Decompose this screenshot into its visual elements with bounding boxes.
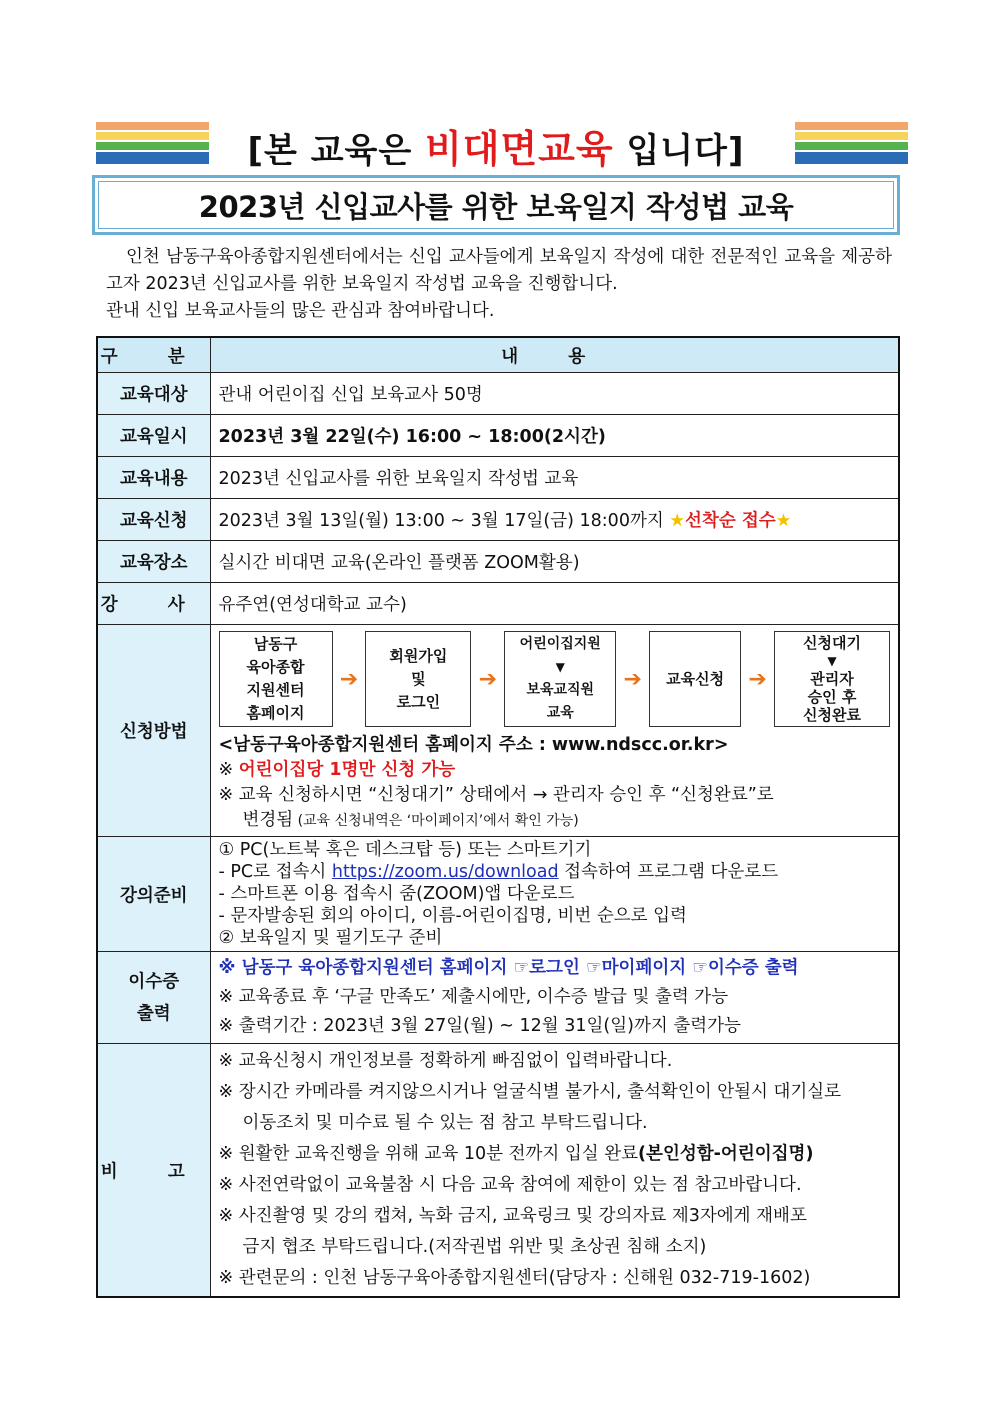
- status-note-2: 변경됨 (교육 신청내역은 ‘마이페이지’에서 확인 가능): [242, 810, 579, 830]
- remark-line-1: ※ 교육신청시 개인정보를 정확하게 빠짐없이 입력바랍니다.: [218, 1051, 673, 1071]
- star-icon: ★: [669, 511, 686, 531]
- row-label-place: 교육장소: [97, 541, 210, 583]
- remark-line-7: 금지 협조 부탁드립니다.(저작권법 위반 및 초상권 침해 소지): [242, 1237, 707, 1257]
- zoom-download-link[interactable]: https://zoom.us/download: [331, 862, 559, 882]
- limit-note: ※ 어린이집당 1명만 신청 가능: [218, 760, 456, 780]
- arrow-right-icon: ➔: [478, 666, 498, 692]
- flow-step-login: 회원가입 및 로그인: [365, 631, 471, 727]
- row-value-date: 2023년 3월 22일(수) 16:00 ~ 18:00(2시간): [210, 415, 899, 457]
- table-row: [97, 499, 899, 541]
- row-value-content: 2023년 신입교사를 위한 보육일지 작성법 교육: [210, 457, 899, 499]
- cert-line-3: ※ 출력기간 : 2023년 3월 27일(월) ~ 12월 31일(일)까지 출력가능: [218, 1016, 741, 1036]
- row-label-apply: 교육신청: [97, 499, 210, 541]
- table-row: [97, 457, 899, 499]
- banner-suffix: 입니다]: [613, 131, 745, 171]
- row-label-prep: 강의준비: [97, 837, 210, 952]
- row-value-lecturer: 유주연(연성대학교 교수): [210, 583, 899, 625]
- remark-line-3: 이동조치 및 미수료 될 수 있는 점 참고 부탁드립니다.: [242, 1113, 648, 1133]
- row-value-remarks: [210, 1044, 899, 1298]
- info-table: [96, 336, 900, 1298]
- title-box: [92, 175, 900, 235]
- row-label-cert: 이수증 출력: [97, 952, 210, 1044]
- remark-line-6: ※ 사진촬영 및 강의 캡쳐, 녹화 금지, 교육링크 및 강의자료 제3자에게 재배포: [218, 1206, 807, 1226]
- row-label-lecturer: 강 사: [100, 595, 207, 615]
- triangle-down-icon: ▼: [555, 660, 565, 674]
- row-value-apply: [210, 499, 899, 541]
- row-label-remarks: 비 고: [100, 1161, 207, 1182]
- prep-line-3: - 스마트폰 이용 접속시 줌(ZOOM)앱 다운로드: [218, 884, 575, 904]
- remark-line-4: ※ 원활한 교육진행을 위해 교육 10분 전까지 입실 완료(본인성함-어린이집명): [218, 1144, 814, 1164]
- arrow-right-icon: ➔: [623, 666, 642, 692]
- prep-line-4: - 문자발송된 회의 아이디, 이름-어린이집명, 비번 순으로 입력: [218, 906, 687, 926]
- header-col2: 내 용: [501, 346, 608, 367]
- prep-line-5: ② 보육일지 및 필기도구 준비: [218, 928, 443, 948]
- remark-line-8: ※ 관련문의 : 인천 남동구육아종합지원센터(담당자 : 신해원 032-719-1602): [218, 1268, 811, 1288]
- table-row: [97, 541, 899, 583]
- banner-highlight: 비대면교육: [425, 127, 614, 171]
- flow-step-homepage: 남동구 육아종합 지원센터 홈페이지: [219, 631, 333, 727]
- table-row: [97, 837, 899, 952]
- row-label-date: 교육일시: [97, 415, 210, 457]
- intro: [106, 244, 892, 325]
- table-row: [97, 1044, 899, 1298]
- star-icon: ★: [775, 511, 792, 531]
- apply-note: 선착순 접수: [685, 511, 776, 531]
- page-title: 2023년 신입교사를 위한 보육일지 작성법 교육: [98, 181, 894, 229]
- row-label-target: 교육대상: [97, 373, 210, 415]
- table-row: [97, 952, 899, 1044]
- banner: [0, 118, 992, 173]
- row-value-target: 관내 어린이집 신입 보육교사 50명: [210, 373, 899, 415]
- table-row: [97, 373, 899, 415]
- row-value-place: 실시간 비대면 교육(온라인 플랫폼 ZOOM활용): [210, 541, 899, 583]
- banner-prefix: [본 교육은: [247, 131, 426, 171]
- arrow-right-icon: ➔: [339, 666, 359, 692]
- row-label-method: 신청방법: [97, 625, 210, 837]
- remark-line-2: ※ 장시간 카메라를 켜지않으시거나 얼굴식별 불가시, 출석확인이 안될시 대기실로: [218, 1082, 842, 1102]
- prep-line-2: - PC로 접속시 https://zoom.us/download 접속하여 프로그램 다운로드: [218, 862, 779, 882]
- status-note: ※ 교육 신청하시면 “신청대기” 상태에서 → 관리자 승인 후 “신청완료”로: [218, 785, 774, 805]
- flow-step-complete: 신청대기 ▼ 관리자 승인 후 신청완료: [774, 631, 890, 727]
- flow-step-support: 어린이집지원 ▼ 보육교직원 교육: [504, 631, 616, 727]
- row-value-method: [210, 625, 899, 837]
- triangle-down-icon: ▼: [827, 654, 837, 668]
- row-value-prep: [210, 837, 899, 952]
- row-label-content: 교육내용: [97, 457, 210, 499]
- apply-flow: [219, 627, 891, 733]
- arrow-right-icon: ➔: [748, 666, 767, 692]
- intro-paragraph-1: 인천 남동구육아종합지원센터에서는 신입 교사들에게 보육일지 작성에 대한 전문적인 교육을 제공하고자 2023년 신입교사를 위한 보육일지 작성법 교육을 진행합니다.: [106, 247, 892, 294]
- table-header-row: [97, 337, 899, 373]
- remark-line-5: ※ 사전연락없이 교육불참 시 다음 교육 참여에 제한이 있는 점 참고바랍니다.: [218, 1175, 802, 1195]
- cert-line-1: ※ 남동구 육아종합지원센터 홈페이지 ☞로그인 ☞마이페이지 ☞이수증 출력: [218, 958, 799, 978]
- homepage-address: <남동구육아종합지원센터 홈페이지 주소 : www.ndscc.or.kr>: [218, 735, 729, 755]
- cert-line-2: ※ 교육종료 후 ‘구글 만족도’ 제출시에만, 이수증 발급 및 출력 가능: [218, 987, 729, 1007]
- flow-step-apply: 교육신청: [649, 631, 741, 727]
- apply-period: 2023년 3월 13일(월) 13:00 ~ 3월 17일(금) 18:00까지: [218, 511, 670, 531]
- prep-line-1: ① PC(노트북 혹은 데스크탑 등) 또는 스마트기기: [218, 840, 592, 860]
- table-row: [97, 415, 899, 457]
- row-value-cert: [210, 952, 899, 1044]
- intro-paragraph-2: 관내 신입 보육교사들의 많은 관심과 참여바랍니다.: [106, 301, 495, 321]
- table-row: [97, 583, 899, 625]
- table-row: [97, 625, 899, 837]
- header-col1: 구 분: [100, 346, 207, 367]
